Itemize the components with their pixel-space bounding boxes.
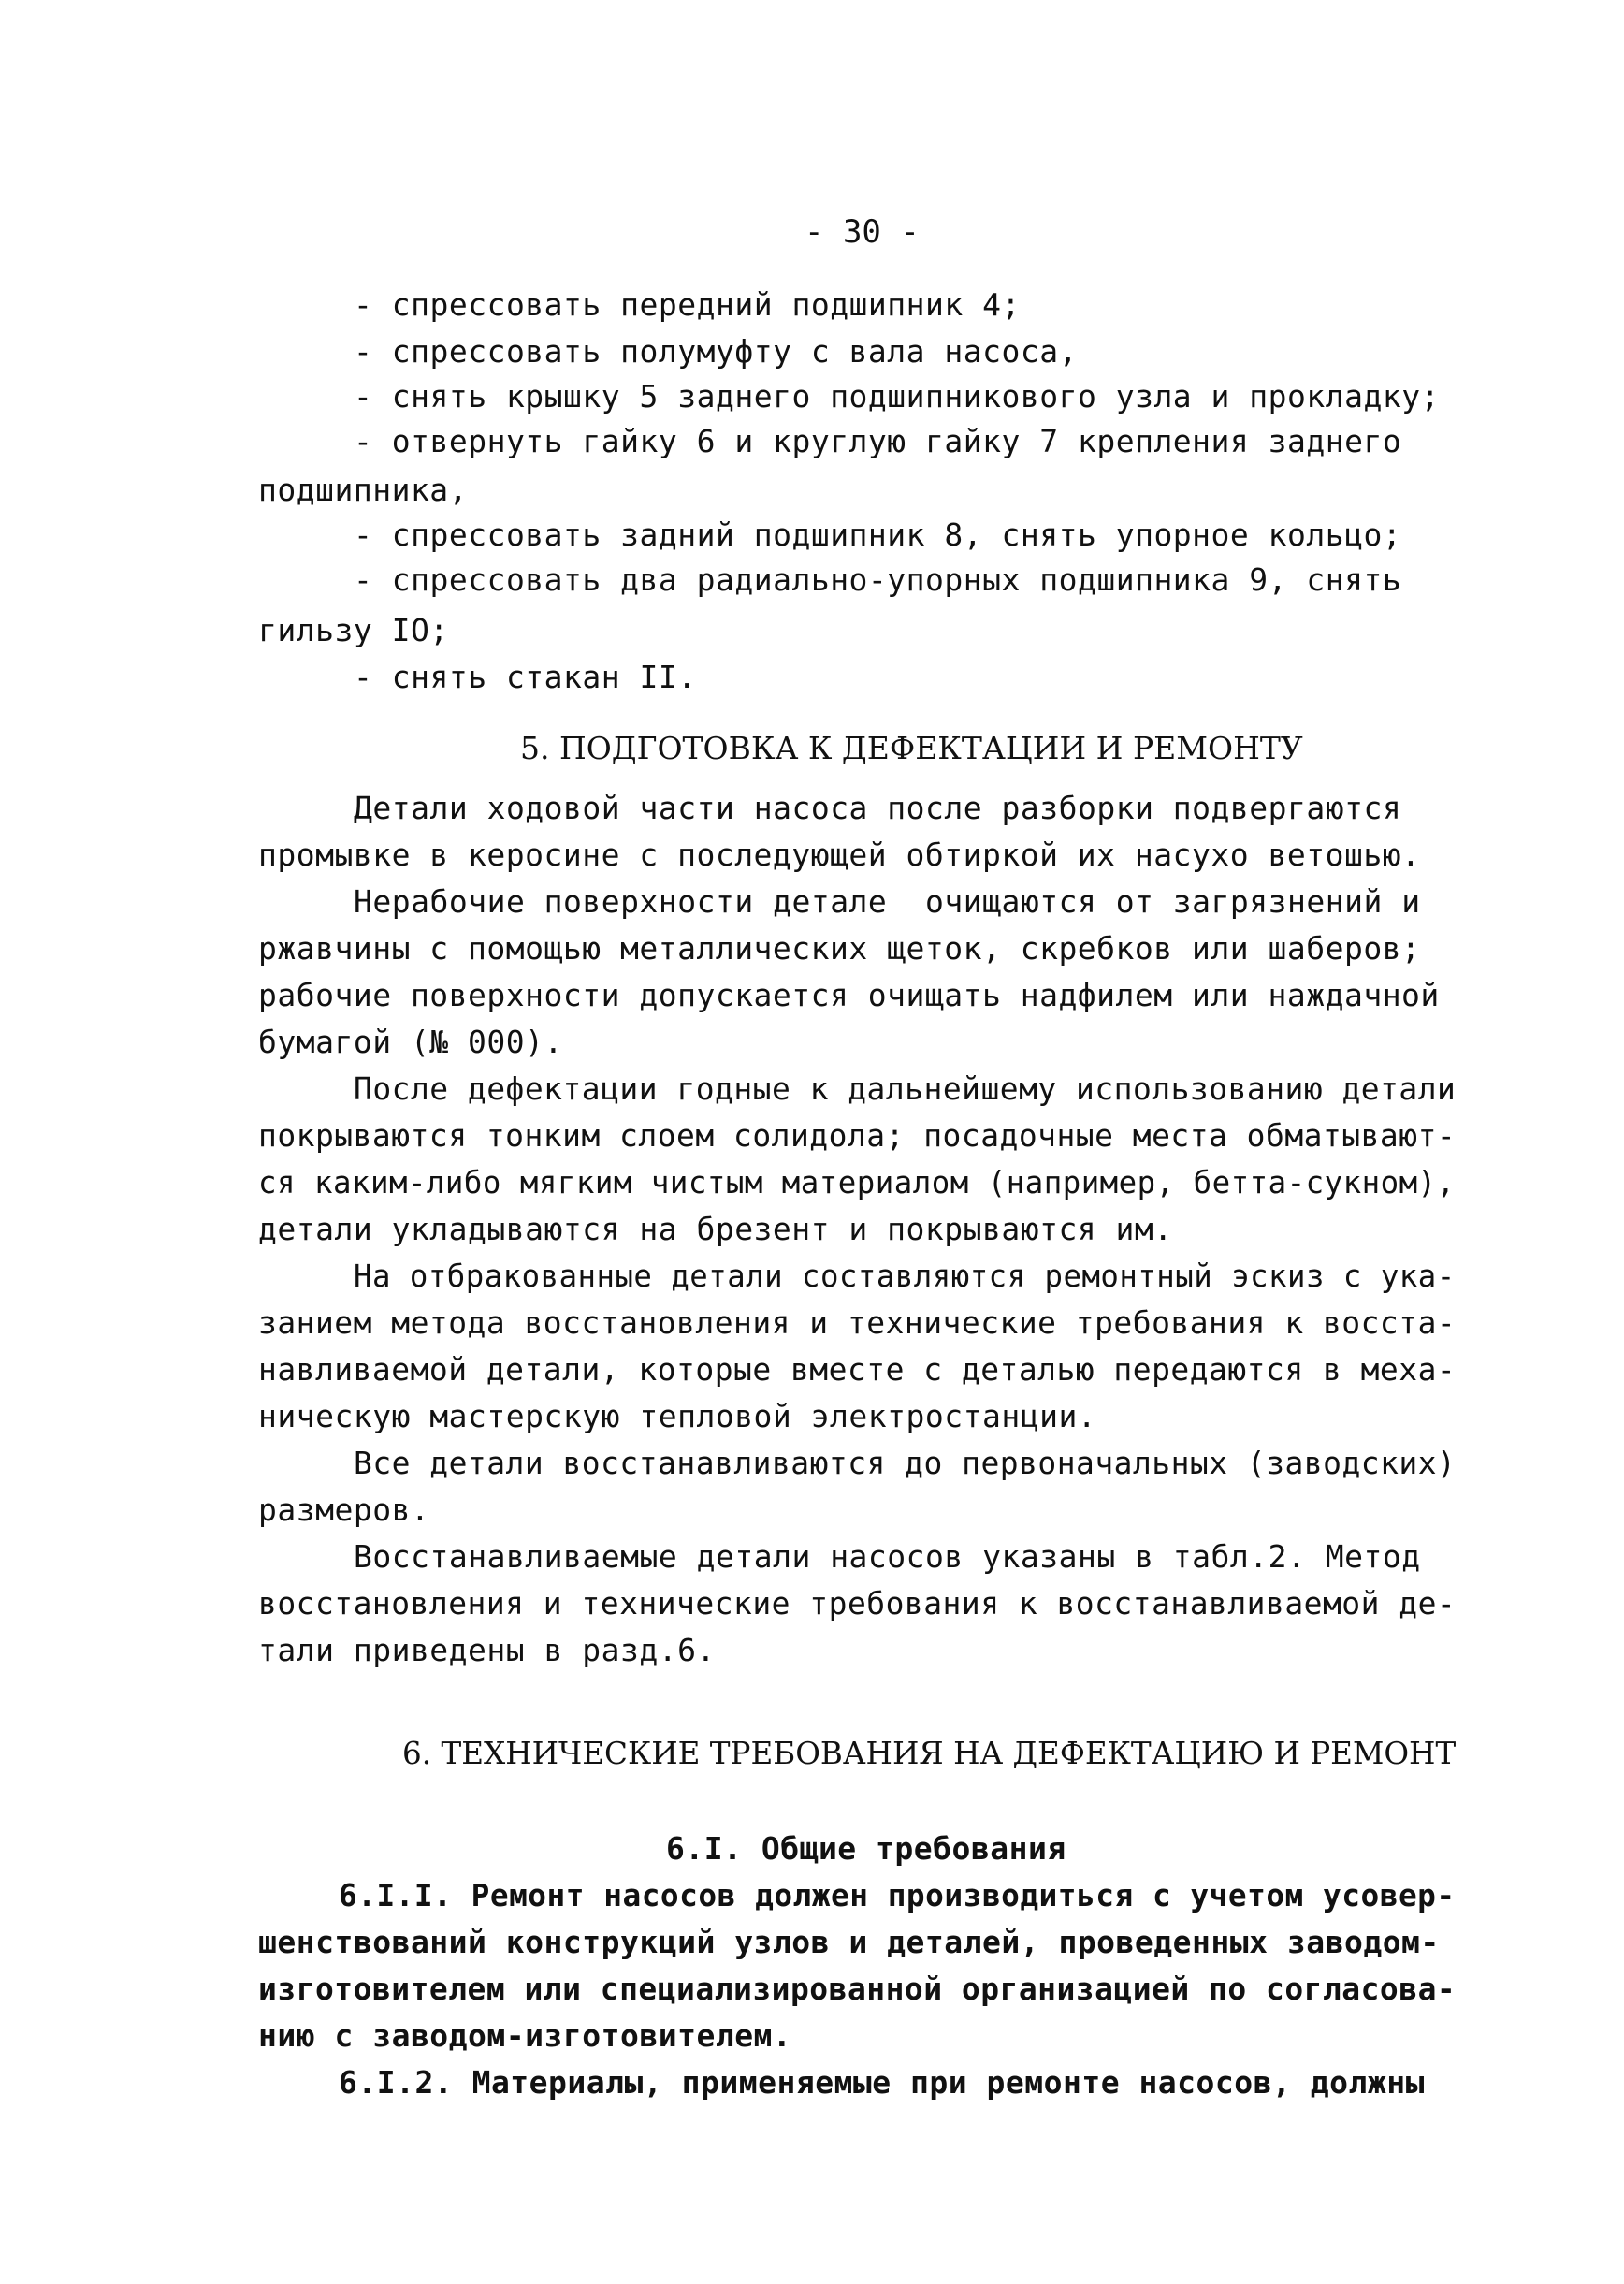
paragraph-line: изготовителем или специализированной организацией по согласова- — [258, 1971, 1457, 2007]
section-6-1-subtitle: 6.I. Общие требования — [666, 1830, 1066, 1867]
paragraph-line: промывке в керосине с последующей обтиркой их насухо ветошью. — [258, 836, 1421, 873]
list-item: - спрессовать полумуфту с вала насоса, — [354, 333, 1078, 370]
paragraph-line: нию с заводом-изготовителем. — [258, 2017, 792, 2054]
paragraph-line: шенствований конструкций узлов и деталей, проведенных заводом- — [258, 1924, 1440, 1960]
paragraph-line: восстановления и технические требования к восстанавливаемой де- — [258, 1585, 1457, 1622]
list-item-continuation: подшипника, — [258, 472, 469, 508]
list-item: - снять стакан II. — [354, 659, 697, 695]
list-item: - отвернуть гайку 6 и круглую гайку 7 крепления заднего — [354, 423, 1402, 459]
paragraph-line: занием метода восстановления и технические требования к восста- — [258, 1304, 1457, 1341]
paragraph-line: На отбракованные детали составляются ремонтный эскиз с ука- — [354, 1258, 1456, 1294]
paragraph-line: размеров. — [258, 1491, 430, 1528]
paragraph-line: рабочие поверхности допускается очищать надфилем или наждачной — [258, 977, 1440, 1013]
paragraph-line: Все детали восстанавливаются до первоначальных (заводских) — [354, 1445, 1457, 1481]
list-item-continuation: гильзу IO; — [258, 612, 449, 648]
paragraph-line: ническую мастерскую тепловой электростанции. — [258, 1398, 1097, 1434]
paragraph-line: Восстанавливаемые детали насосов указаны в табл.2. Метод — [354, 1538, 1421, 1575]
section-5-title: 5. ПОДГОТОВКА К ДЕФЕКТАЦИИ И РЕМОНТУ — [520, 730, 1303, 766]
paragraph-line: покрываются тонким слоем солидола; посадочные места обматывают- — [258, 1117, 1457, 1154]
list-item: - спрессовать задний подшипник 8, снять упорное кольцо; — [354, 516, 1402, 553]
section-6-title: 6. ТЕХНИЧЕСКИЕ ТРЕБОВАНИЯ НА ДЕФЕКТАЦИЮ И РЕМОНТ — [402, 1735, 1457, 1771]
list-item: - снять крышку 5 заднего подшипникового узла и прокладку; — [354, 378, 1440, 415]
list-item: - спрессовать два радиально-упорных подшипника 9, снять — [354, 561, 1402, 598]
paragraph-line: детали укладываются на брезент и покрываются им. — [258, 1211, 1173, 1247]
paragraph-line: После дефектации годные к дальнейшему использованию детали — [354, 1070, 1457, 1107]
paragraph-line: ся каким-либо мягким чистым материалом (например, бетта-сукном), — [258, 1164, 1456, 1200]
paragraph-line: 6.I.2. Материалы, применяемые при ремонте насосов, должны — [339, 2064, 1425, 2101]
paragraph-line: 6.I.I. Ремонт насосов должен производиться с учетом усовер- — [339, 1877, 1456, 1913]
paragraph-line: Нерабочие поверхности детале очищаются от загрязнений и — [354, 883, 1421, 920]
list-item: - спрессовать передний подшипник 4; — [354, 286, 1021, 323]
paragraph-line: Детали ходовой части насоса после разборки подвергаются — [354, 790, 1402, 826]
page-number: - 30 - — [805, 213, 920, 251]
paragraph-line: навливаемой детали, которые вместе с деталью передаются в меха- — [258, 1351, 1457, 1388]
paragraph-line: тали приведены в разд.6. — [258, 1632, 716, 1668]
paragraph-line: ржавчины с помощью металлических щеток, скребков или шаберов; — [258, 930, 1421, 967]
paragraph-line: бумагой (№ 000). — [258, 1024, 563, 1060]
